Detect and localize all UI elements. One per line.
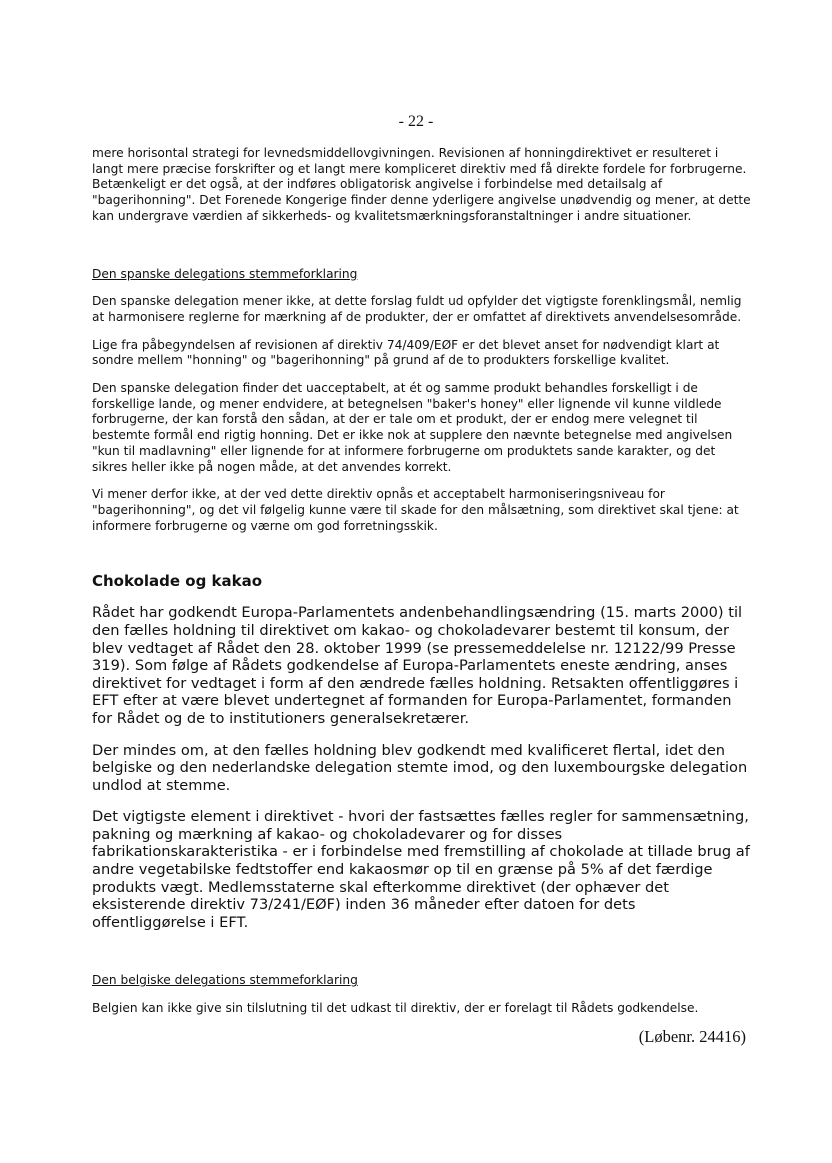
chocolate-paragraph-2: Der mindes om, at den fælles holdning blev godkendt med kvalificeret flertal, idet den belgiske og den nederlandske delegation stemte imod, og den luxembourgske delegation undlod at stemme. (92, 741, 748, 794)
document-body (92, 146, 752, 1017)
chocolate-section-heading: Chokolade og kakao (92, 572, 263, 591)
spanish-paragraph-2: Lige fra påbegyndelsen af revisionen af direktiv 74/409/EØF er det blevet anset for nødvendigt klart at sondre mellem "honning" og "bagerihonning" på grund af de to produkters forskellige kvalitet. (92, 337, 720, 368)
reference-number: (Løbenr. 24416) (638, 1027, 746, 1046)
spanish-section-heading: Den spanske delegations stemmeforklaring (92, 266, 358, 281)
chocolate-paragraph-1: Rådet har godkendt Europa-Parlamentets andenbehandlingsændring (15. marts 2000) til den fælles holdning til direktivet om kakao- og chokoladevarer bestemt til konsum, der blev vedtaget af Rådet den 28. oktober 1999 (se pressemeddelelse nr. 12122/99 Presse 319). Som følge af Rådets godkendelse af Europa-Parlamentets eneste ændring, anses direktivet for vedtaget i form af den ændrede fælles holdning. Retsakten offentliggøres i EFT efter at være blevet undertegnet af formanden for Europa-Parlamentet, formanden for Rådet og de to institutioners generalsekretærer. (92, 604, 743, 727)
chocolate-paragraph-3: Det vigtigste element i direktivet - hvori der fastsættes fælles regler for sammensætning, pakning og mærkning af kakao- og chokoladevarer og for disses fabrikationskarakteristika - er i forbindelse med fremstilling af chokolade at tillade brug af andre vegetabilske fedtstoffer end kakaosmør op til en grænse på 5% af det færdige produkts vægt. Medlemsstaterne skal efterkomme direktivet (der ophæver det eksisterende direktiv 73/241/EØF) inden 36 måneder efter datoen for dets offentliggørelse i EFT. (92, 808, 750, 931)
belgian-section-heading: Den belgiske delegations stemmeforklaring (92, 973, 358, 988)
page-number: - 22 - (398, 113, 434, 130)
chocolate-section (92, 572, 752, 931)
belgian-paragraph: Belgien kan ikke give sin tilslutning til det udkast til direktiv, der er forelagt til Rådets godkendelse. (92, 1001, 699, 1016)
spanish-paragraph-1: Den spanske delegation mener ikke, at dette forslag fuldt ud opfylder det vigtigste forenklingsmål, nemlig at harmonisere reglerne for mærkning af de produkter, der er omfattet af direktivets anvendelsesområde. (92, 294, 742, 324)
intro-paragraph: mere horisontal strategi for levnedsmiddellovgivningen. Revisionen af honningdirektivet er resulteret i langt mere præcise forskrifter og et langt mere kompliceret direktiv med få direkte fordele for forbrugerne. Betænkeligt er det også, at der indføres obligatorisk angivelse i forbindelse med detailsalg af "bagerihonning". Det Forenede Kongerige finder denne yderligere angivelse unødvendig og mener, at dette kan undergrave værdien af sikkerheds- og kvalitetsmærkningsforanstaltninger i andre situationer. (92, 146, 751, 223)
spanish-delegation-section (92, 267, 752, 535)
belgian-delegation-section (92, 973, 752, 1016)
spanish-paragraph-4: Vi mener derfor ikke, at der ved dette direktiv opnås et acceptabelt harmoniseringsniveau for "bagerihonning", og det vil følgelig kunne være til skade for den målsætning, som direktivet skal tjene: at informere forbrugerne og værne om god forretningsskik. (92, 487, 739, 533)
spanish-paragraph-3: Den spanske delegation finder det uacceptabelt, at ét og samme produkt behandles forskelligt i de forskellige lande, og mener endvidere, at betegnelsen "baker's honey" eller lignende vil kunne vildlede forbrugerne, der kan forstå den sådan, at der er tale om et produkt, der er endog mere velegnet til bestemte formål end rigtig honning. Det er ikke nok at supplere den nævnte betegnelse med angivelsen "kun til madlavning" eller lignende for at informere forbrugerne om produktets sande karakter, og det sikres heller ikke på nogen måde, at det anvendes korrekt. (92, 381, 733, 474)
